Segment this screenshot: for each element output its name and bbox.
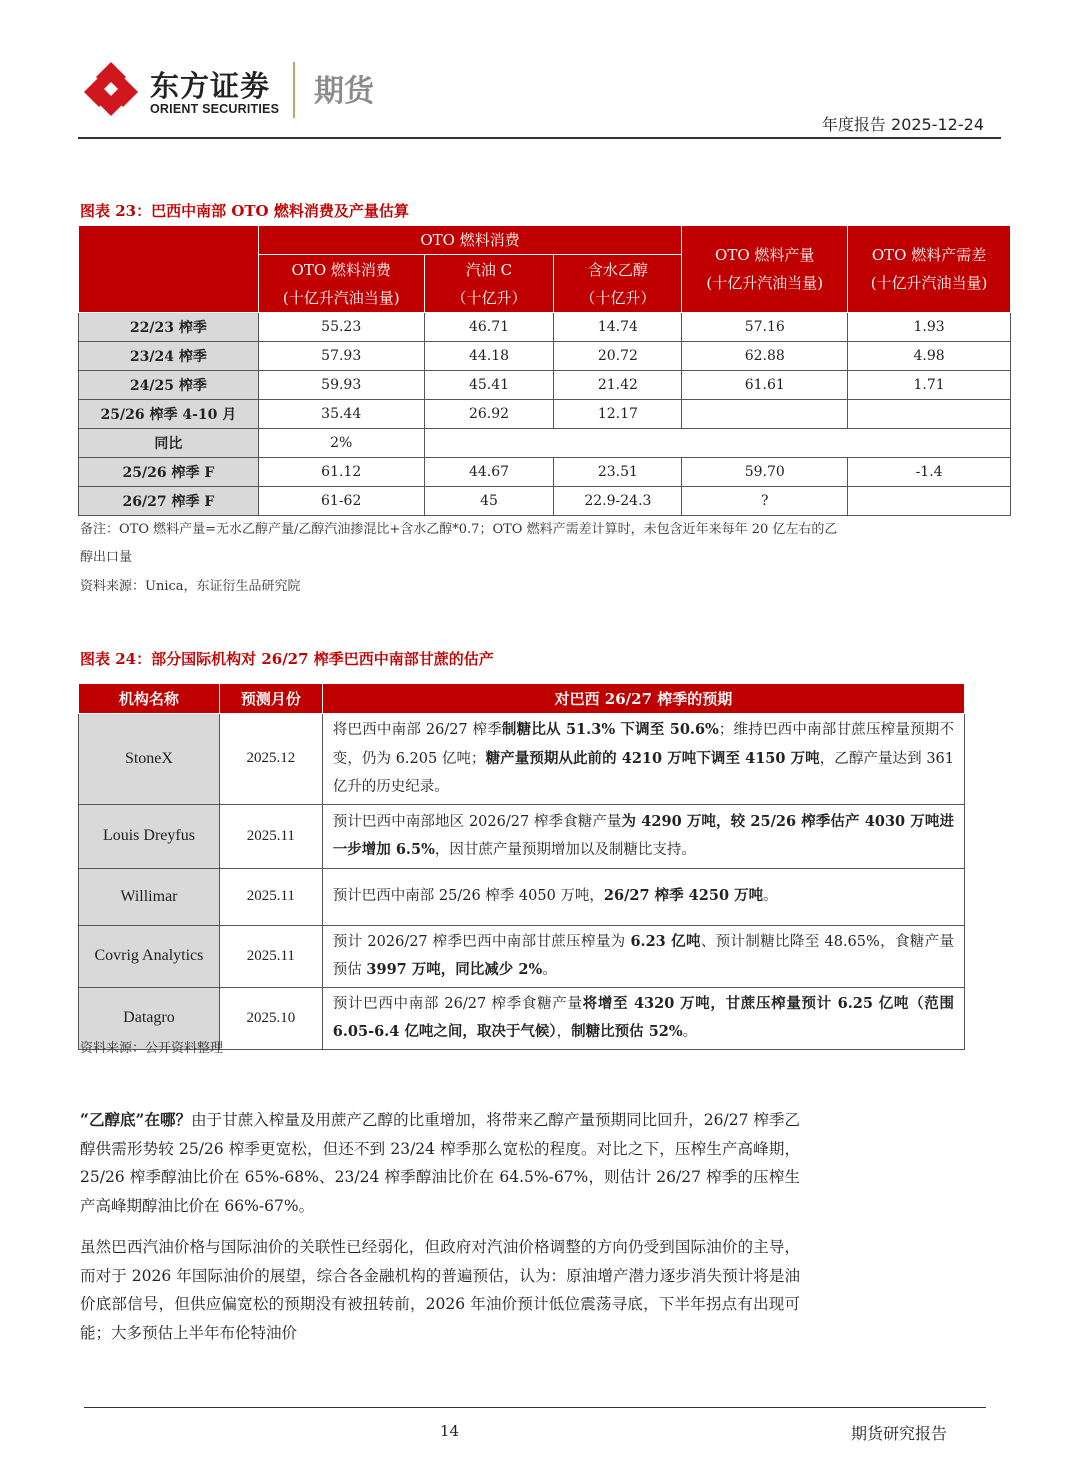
footer-label: 期货研究报告	[851, 1424, 948, 1443]
table-row: 26/27 榨季 F 61-62 45 22.9-24.3 ?	[79, 487, 1011, 516]
table-row: 25/26 榨季 4-10 月 35.44 26.92 12.17	[79, 400, 1011, 429]
table-row: Louis Dreyfus 2025.11 预计巴西中南部地区 2026/27 榨季食糖产量为 4290 万吨，较 25/26 榨季估产 4030 万吨进一步增加 6.5%，因甘蔗产量预期增加以及制糖比支持。	[79, 804, 965, 868]
table23-header-hydrous-ethanol: 含水乙醇 （十亿升）	[554, 255, 682, 313]
table-row: 22/23 榨季 55.23 46.71 14.74 57.16 1.93	[79, 313, 1011, 342]
table23-source: 资料来源：Unica，东证衍生品研究院	[80, 579, 301, 594]
table-row: 25/26 榨季 F 61.12 44.67 23.51 59.70 -1.4	[79, 458, 1011, 487]
table24-header-forecast: 对巴西 26/27 榨季的预期	[322, 684, 964, 714]
table24-caption: 图表 24：部分国际机构对 26/27 榨季巴西中南部甘蔗的估产	[80, 650, 494, 668]
table24	[78, 683, 965, 1050]
table23-header-output: OTO 燃料产量 (十亿升汽油当量)	[682, 226, 848, 313]
table-row: 24/25 榨季 59.93 45.41 21.42 61.61 1.71	[79, 371, 1011, 400]
table23-header-gasoline: 汽油 C （十亿升）	[424, 255, 554, 313]
table24-header-month: 预测月份	[219, 684, 322, 714]
table24-header-institution: 机构名称	[79, 684, 220, 714]
table-row: Covrig Analytics 2025.11 预计 2026/27 榨季巴西中南部甘蔗压榨量为 6.23 亿吨、预计制糖比降至 48.65%，食糖产量预估 3997 万吨，同比减少 2%。	[79, 925, 965, 987]
table-row: Datagro 2025.10 预计巴西中南部 26/27 榨季食糖产量将增至 4320 万吨，甘蔗压榨量预计 6.25 亿吨（范围 6.05-6.4 亿吨之间，取决于气候），制糖比预估 52%。	[79, 987, 965, 1049]
footer-rule	[84, 1407, 986, 1408]
table23-header-gap: OTO 燃料产需差 (十亿升汽油当量)	[848, 226, 1011, 313]
report-type-date: 年度报告 2025-12-24	[821, 115, 984, 134]
table23-header-group: OTO 燃料消费	[258, 226, 682, 255]
orient-securities-logo	[84, 62, 138, 116]
table-row: Willimar 2025.11 预计巴西中南部 25/26 榨季 4050 万吨，26/27 榨季 4250 万吨。	[79, 868, 965, 925]
table-row: 23/24 榨季 57.93 44.18 20.72 62.88 4.98	[79, 342, 1011, 371]
division-label: 期货	[314, 74, 374, 109]
header-rule	[78, 137, 1001, 139]
body-paragraph-1: “乙醇底”在哪？由于甘蔗入榨量及用蔗产乙醇的比重增加，将带来乙醇产量预期同比回升，26/27 榨季乙醇供需形势较 25/26 榨季更宽松，但还不到 23/24 榨季那么宽松的程度。对比之下，压榨生产高峰期，25/26 榨季醇油比价在 65%-68%、23/24 榨季醇油比价在 64.5%-67%，则估计 26/27 榨季的压榨生产高峰期醇油比价在 66%-67%。	[80, 1110, 800, 1215]
paragraph-lead: “乙醇底”在哪？	[80, 1110, 192, 1129]
table23-note-line1: 备注：OTO 燃料产量=无水乙醇产量/乙醇汽油掺混比+含水乙醇*0.7；OTO 燃料产需差计算时，未包含近年来每年 20 亿左右的乙	[80, 522, 838, 537]
page-number: 14	[440, 1422, 460, 1440]
table24-source: 资料来源：公开资料整理	[80, 1041, 224, 1056]
brand-name-cn: 东方证劵	[150, 69, 271, 103]
table23-header-consumption: OTO 燃料消费 (十亿升汽油当量)	[258, 255, 424, 313]
table-row: 同比 2%	[79, 429, 1011, 458]
table23-note-line2: 醇出口量	[80, 550, 133, 565]
table-row: StoneX 2025.12 将巴西中南部 26/27 榨季制糖比从 51.3% 下调至 50.6%；维持巴西中南部甘蔗压榨量预期不变，仍为 6.205 亿吨；糖产量预期从此前的 4210 万吨下调至 4150 万吨，乙醇产量达到 361 亿升的历史纪录。	[79, 714, 965, 805]
body-paragraph-2: 虽然巴西汽油价格与国际油价的关联性已经弱化，但政府对汽油价格调整的方向仍受到国际油价的主导，而对于 2026 年国际油价的展望，综合各金融机构的普遍预估，认为：原油增产潜力逐步消失预计将是油价底部信号，但供应偏宽松的预期没有被扭转前，2026 年油价预计低位震荡寻底，下半年拐点有出现可能；大多预估上半年布伦特油价	[80, 1238, 800, 1342]
brand-divider	[293, 62, 295, 118]
table23-corner	[79, 226, 259, 313]
table23	[78, 225, 1011, 516]
brand-name-en: ORIENT SECURITIES	[150, 102, 280, 116]
table23-caption: 图表 23：巴西中南部 OTO 燃料消费及产量估算	[80, 202, 409, 220]
